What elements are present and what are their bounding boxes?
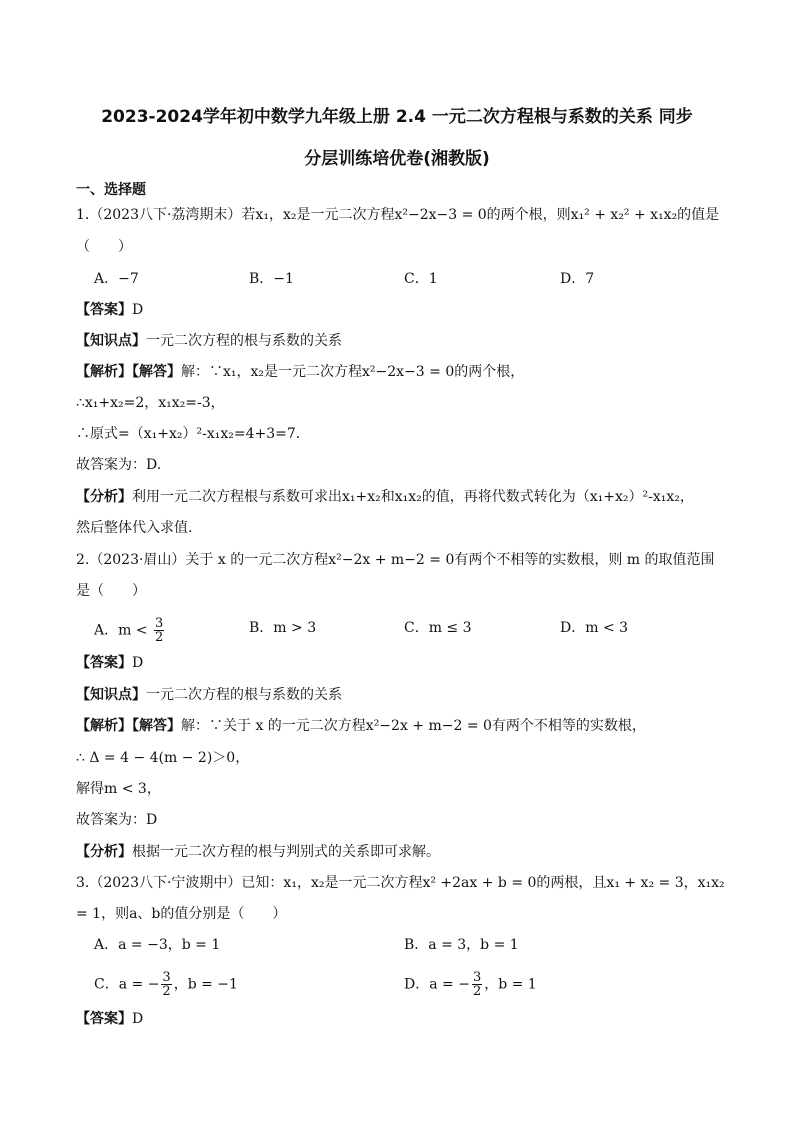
section-heading: 一、选择题 (76, 182, 146, 198)
q3-option-c (94, 971, 238, 998)
q3-option-c-suffix: ，b = −1 (173, 976, 238, 993)
q3-option-c-fraction (161, 971, 171, 998)
q3-option-d (404, 971, 537, 998)
q1-stem-line-1: 1.（2023八下·荔湾期末）若x₁，x₂是一元二次方程x²−2x−3 = 0的两个根，则x₁² + x₂² + x₁x₂的值是 (76, 207, 720, 223)
q2-fenxi-text: 根据一元二次方程的根与判别式的关系即可求解。 (132, 844, 440, 860)
q2-option-a-denominator: 2 (155, 630, 164, 645)
q1-fenxi-line-2: 然后整体代入求值. (76, 520, 193, 536)
q1-answer-tag: 【答案】 (76, 302, 132, 318)
q2-step-2: 解得m < 3， (76, 781, 161, 797)
q3-answer-tag: 【答案】 (76, 1011, 132, 1027)
q1-analysis (76, 363, 524, 381)
q2-analysis (76, 717, 646, 735)
q1-analysis-tag: 【解析】【解答】 (76, 364, 181, 380)
q1-fenxi (76, 488, 694, 506)
q3-answer-value: D (132, 1011, 144, 1027)
q2-fenxi (76, 843, 440, 861)
q3-option-b: B．a = 3，b = 1 (404, 937, 519, 953)
q1-knowledge-tag: 【知识点】 (76, 333, 146, 349)
q2-option-a-numerator: 3 (155, 616, 164, 631)
q2-fenxi-tag: 【分析】 (76, 844, 132, 860)
q1-option-a: A．−7 (94, 271, 139, 287)
q3-option-c-numerator: 3 (162, 970, 171, 985)
q2-step-3: 故答案为：D (76, 812, 158, 828)
page-title-line-1: 2023-2024学年初中数学九年级上册 2.4 一元二次方程根与系数的关系 同步 (101, 107, 693, 127)
q2-stem-line-2: 是（ ） (76, 583, 146, 599)
q1-option-c: C．1 (404, 271, 438, 287)
q1-fenxi-tag: 【分析】 (76, 489, 132, 505)
q1-step-1: ∴x₁+x₂=2，x₁x₂=-3， (76, 395, 225, 411)
q1-option-b: B．−1 (249, 271, 294, 287)
q1-fenxi-text: 利用一元二次方程根与系数可求出x₁+x₂和x₁x₂的值，再将代数式转化为（x₁+x₂）²-x₁x₂， (132, 489, 694, 505)
q2-step-1: ∴ Δ = 4 − 4(m − 2)＞0， (76, 750, 250, 766)
q3-stem-line-2: = 1，则a、b的值分别是（ ） (76, 906, 287, 922)
q1-stem-line-2: （ ） (76, 239, 132, 255)
q1-step-2: ∴原式=（x₁+x₂）²-x₁x₂=4+3=7. (76, 426, 301, 442)
q2-answer-value: D (132, 655, 144, 671)
q3-option-d-suffix: ，b = 1 (484, 976, 537, 993)
page-title-line-2: 分层训练培优卷(湘教版) (304, 149, 490, 169)
q1-knowledge-text: 一元二次方程的根与系数的关系 (146, 333, 342, 349)
q2-analysis-text: 解：∵关于 x 的一元二次方程x²−2x + m−2 = 0有两个不相等的实数根， (181, 718, 646, 734)
q2-knowledge-tag: 【知识点】 (76, 687, 146, 703)
q2-stem-line-1: 2.（2023·眉山）关于 x 的一元二次方程x²−2x + m−2 = 0有两个不相等的实数根，则 m 的取值范围 (76, 552, 715, 568)
q2-option-c: C．m ≤ 3 (404, 620, 472, 636)
q3-option-c-denominator: 2 (162, 984, 171, 999)
q2-option-a-fraction (154, 617, 164, 644)
q2-option-a (94, 617, 166, 644)
q1-answer-value: D (132, 302, 144, 318)
q3-option-d-prefix: D．a = − (404, 976, 470, 993)
q1-option-d: D．7 (560, 271, 595, 287)
q2-answer (76, 654, 143, 672)
q3-option-d-numerator: 3 (472, 970, 482, 985)
q1-step-3: 故答案为：D. (76, 457, 162, 473)
q3-option-d-fraction (472, 971, 482, 998)
q2-option-a-prefix: A．m < (94, 622, 148, 639)
q1-analysis-text: 解：∵x₁，x₂是一元二次方程x²−2x−3 = 0的两个根， (181, 364, 525, 380)
q1-knowledge (76, 332, 342, 350)
q3-stem-line-1: 3.（2023八下·宁波期中）已知：x₁，x₂是一元二次方程x² +2ax + b = 0的两根，且x₁ + x₂ = 3，x₁x₂ (76, 875, 725, 891)
q3-answer (76, 1010, 143, 1028)
q2-answer-tag: 【答案】 (76, 655, 132, 671)
q2-analysis-tag: 【解析】【解答】 (76, 718, 181, 734)
q1-answer (76, 301, 143, 319)
q3-option-a: A．a = −3，b = 1 (94, 937, 221, 953)
q2-option-b: B．m > 3 (249, 620, 317, 636)
q2-knowledge-text: 一元二次方程的根与系数的关系 (146, 687, 342, 703)
q3-option-c-prefix: C．a = − (94, 976, 160, 993)
q2-knowledge (76, 686, 342, 704)
q3-option-d-denominator: 2 (472, 984, 482, 999)
q2-option-d: D．m < 3 (560, 620, 629, 636)
